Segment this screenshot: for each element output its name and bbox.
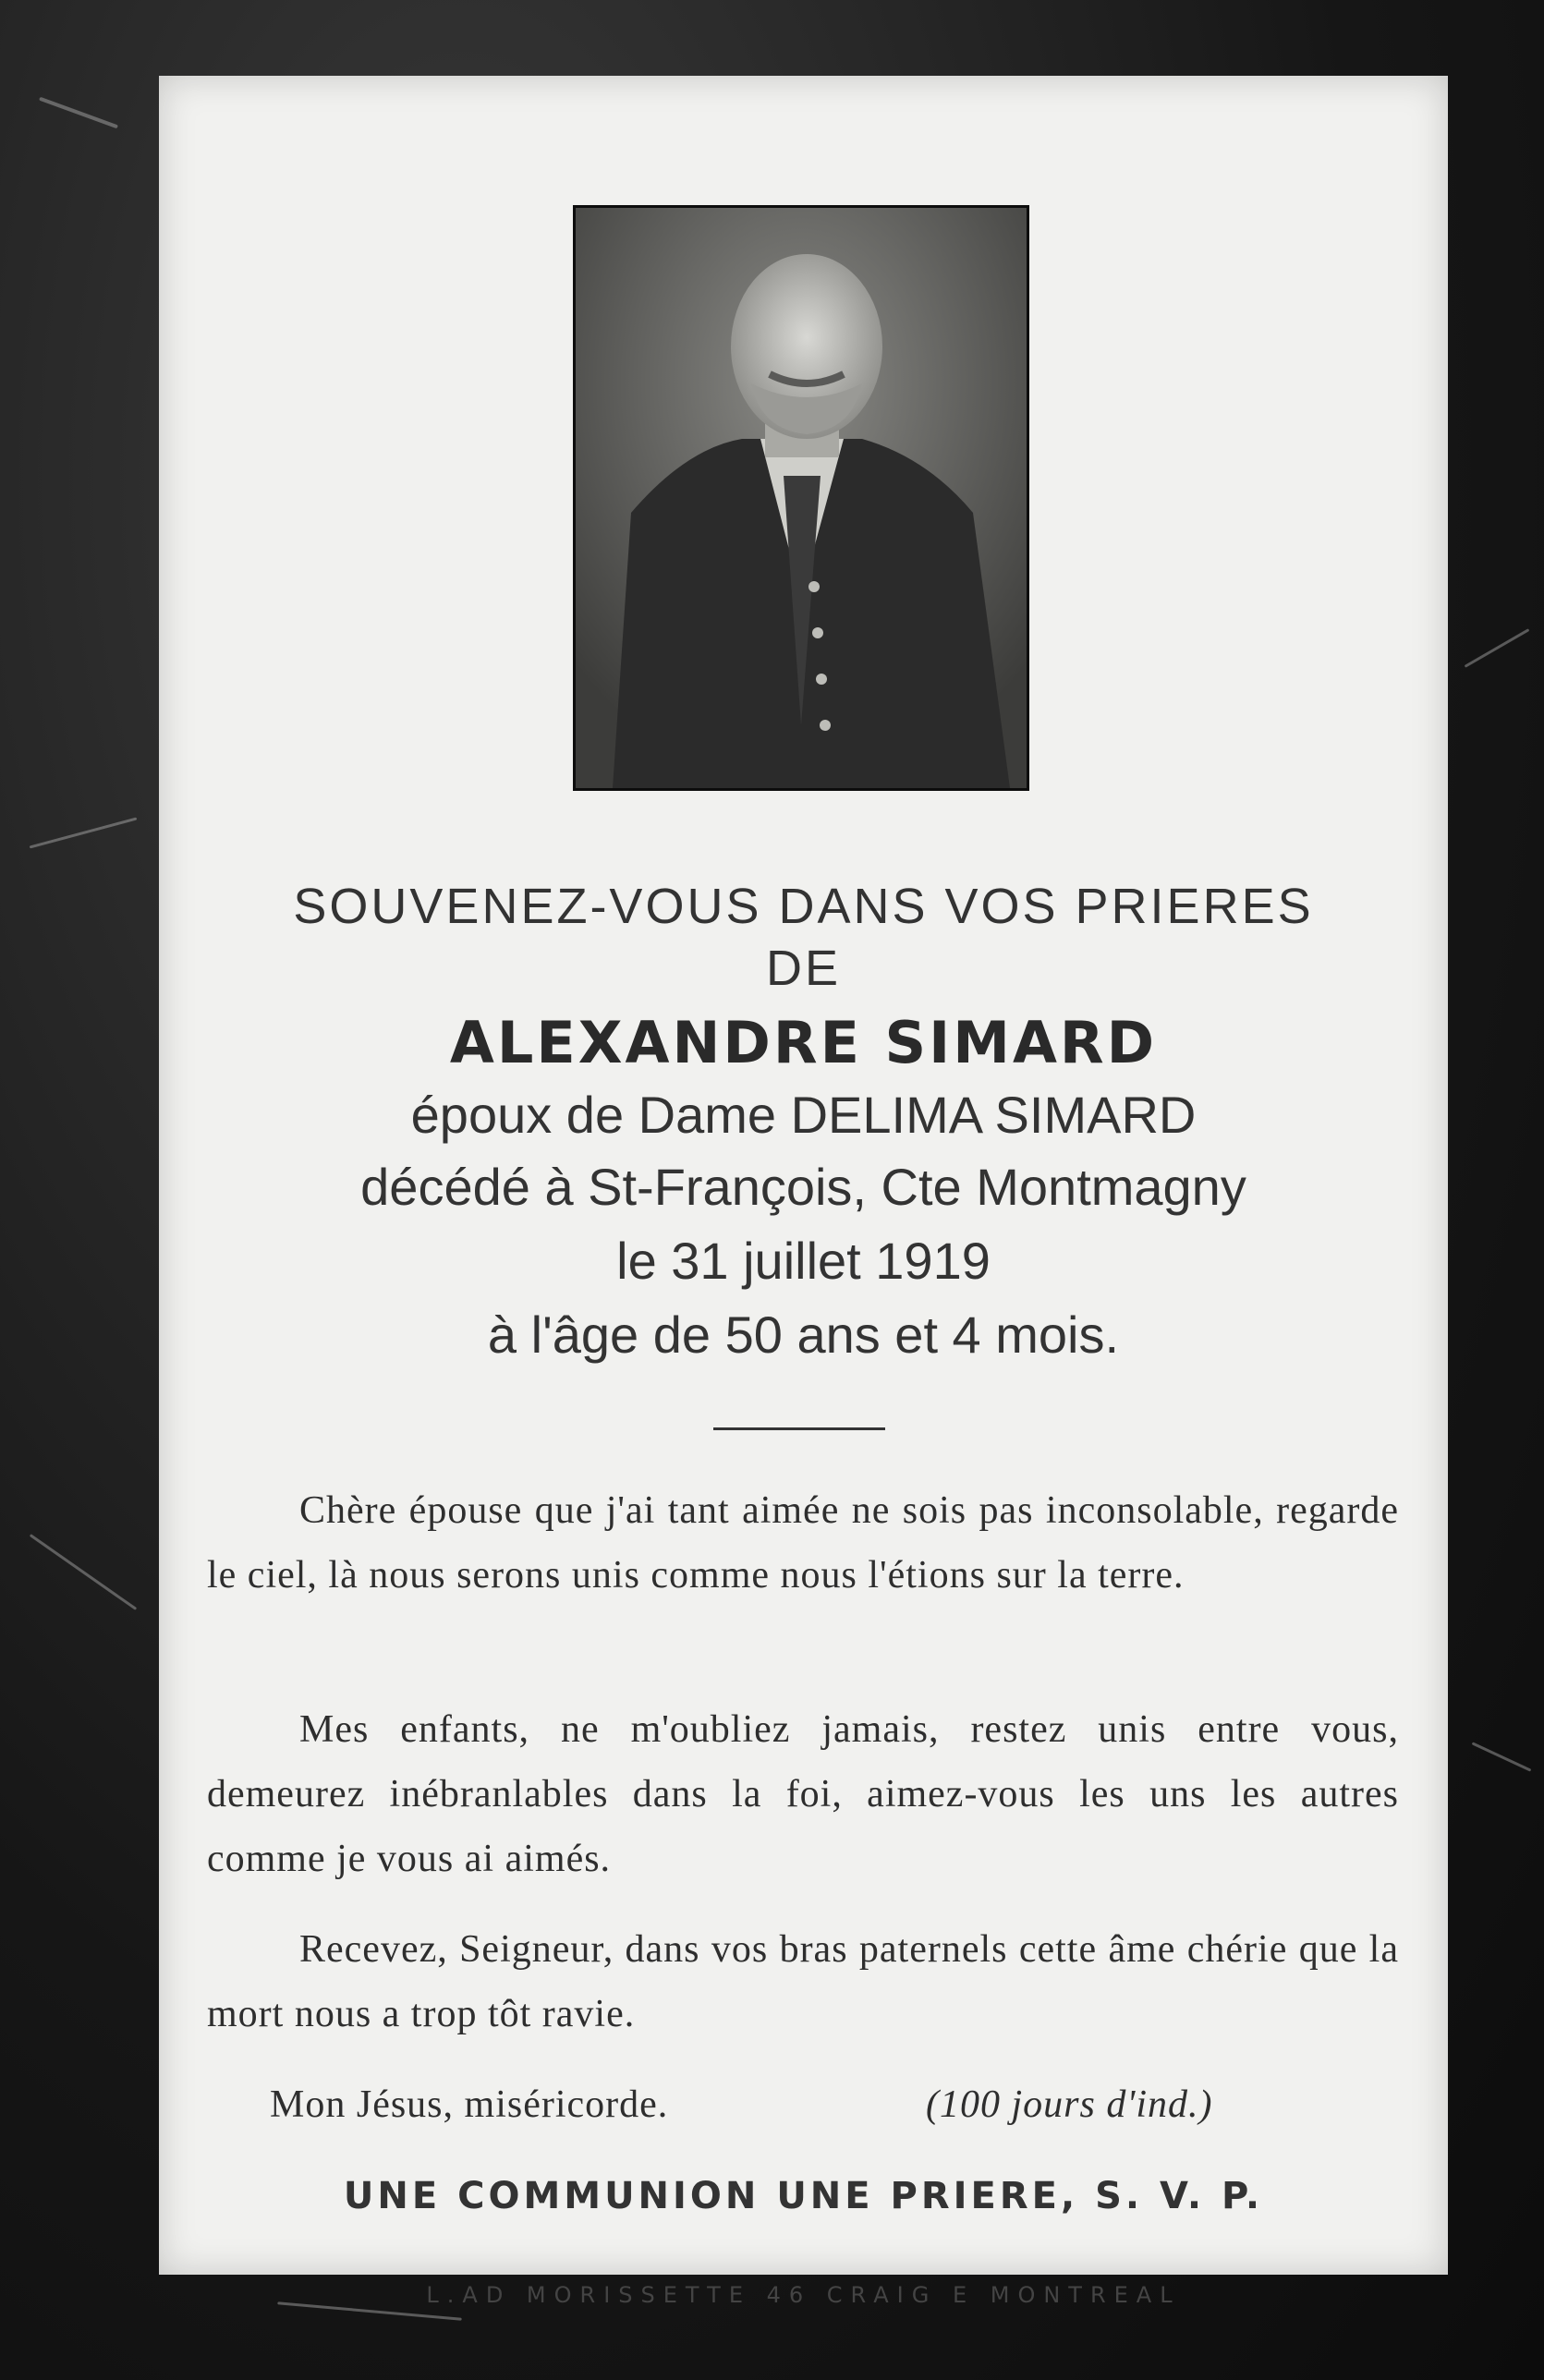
crease-mark xyxy=(39,97,118,129)
invocation-line: Mon Jésus, miséricorde. xyxy=(270,2083,669,2126)
prayer-text-lord: Recevez, Seigneur, dans vos bras paternels cette âme chérie que la mort nous a trop tôt ravie. xyxy=(207,1928,1399,2035)
crease-mark xyxy=(1465,628,1530,668)
indulgence-note: (100 jours d'ind.) xyxy=(926,2083,1213,2126)
age-line: à l'âge de 50 ans et 4 mois. xyxy=(487,1305,1120,1364)
crease-mark xyxy=(30,818,138,849)
spouse-line: époux de Dame DELIMA SIMARD xyxy=(410,1086,1197,1144)
death-date-line: le 31 juillet 1919 xyxy=(616,1232,991,1290)
portrait-image xyxy=(576,208,1027,788)
printer-imprint: L.AD MORISSETTE 46 CRAIG E MONTREAL xyxy=(426,2282,1181,2308)
prayer-text-children: Mes enfants, ne m'oubliez jamais, restez unis entre vous, demeurez inébranlables dans la foi, aimez-vous les uns les autres comme je vous ai aimés. xyxy=(207,1708,1399,1880)
crease-mark xyxy=(30,1534,137,1610)
prayer-text-wife: Chère épouse que j'ai tant aimée ne sois pas inconsolable, regarde le ciel, là nous serons unis comme nous l'étions sur la terre. xyxy=(207,1489,1399,1597)
de-heading: DE xyxy=(765,941,841,996)
death-place-line: décédé à St-François, Cte Montmagny xyxy=(360,1158,1246,1216)
divider-rule xyxy=(713,1427,885,1430)
remember-heading: SOUVENEZ-VOUS DANS VOS PRIERES xyxy=(293,879,1314,934)
deceased-name: ALEXANDRE SIMARD xyxy=(449,1009,1158,1076)
communion-request: UNE COMMUNION UNE PRIERE, S. V. P. xyxy=(343,2175,1264,2217)
memorial-card-paper xyxy=(159,76,1448,2308)
prayer-paragraph-children xyxy=(207,1697,1399,1891)
portrait-photo xyxy=(573,205,1029,791)
prayer-paragraph-wife xyxy=(207,1478,1399,1608)
crease-mark xyxy=(1472,1742,1532,1771)
prayer-paragraph-lord xyxy=(207,1917,1399,2046)
